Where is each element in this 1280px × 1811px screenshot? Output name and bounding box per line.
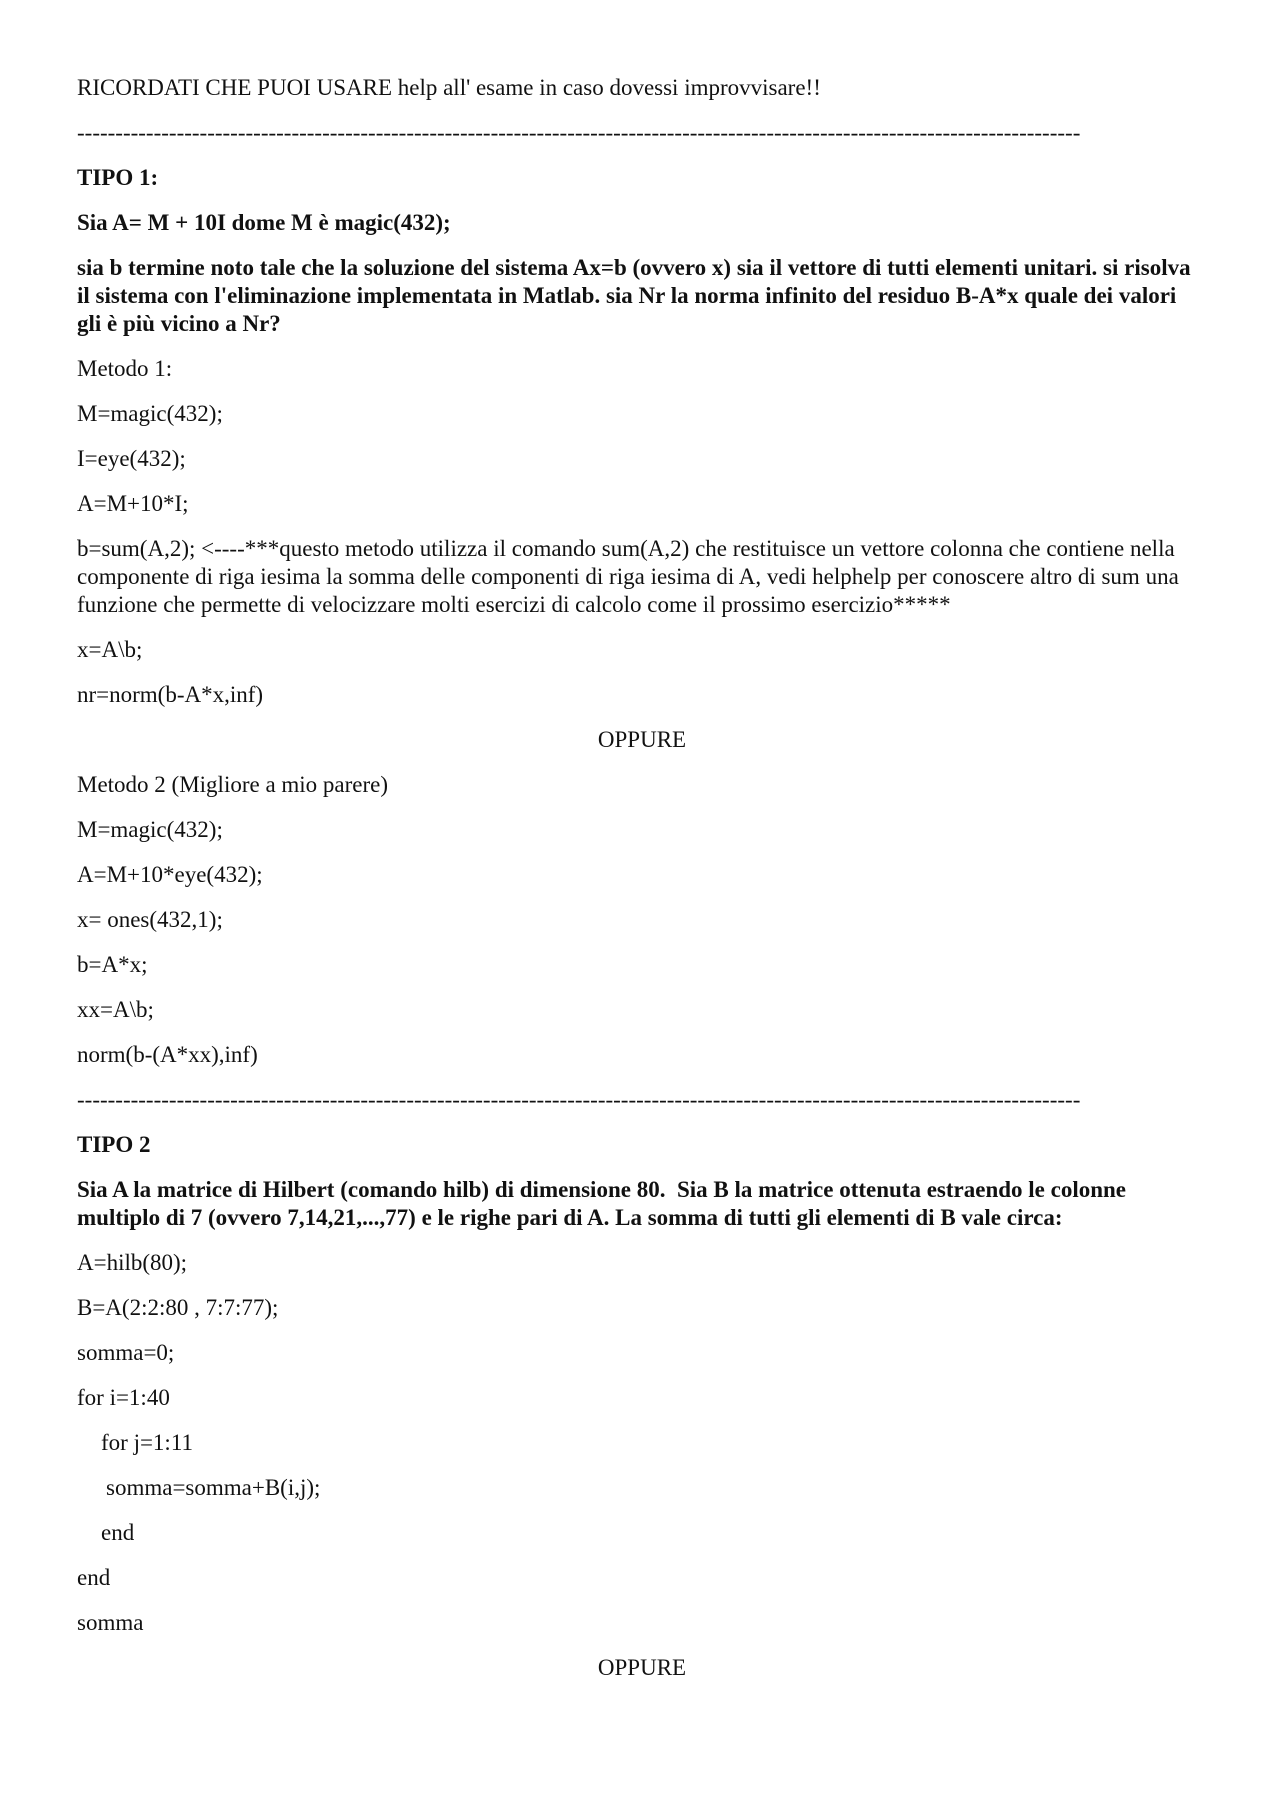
tipo2-title: TIPO 2	[77, 1132, 151, 1157]
method1-code-line: x=A\b;	[77, 637, 143, 662]
method1-code-line: I=eye(432);	[77, 446, 186, 471]
method2-code-line: x= ones(432,1);	[77, 907, 223, 932]
method2-code-line: M=magic(432);	[77, 817, 223, 842]
oppure-divider: OPPURE	[597, 727, 687, 752]
method2-code-line: A=M+10*eye(432);	[77, 862, 263, 887]
tipo2-code-line: end	[77, 1565, 111, 1590]
method1-code-line: b=sum(A,2); <----***questo metodo utilizza il comando sum(A,2) che restituisce un vettore colonna che contiene nella componente di riga iesima la somma delle componenti di riga iesima di A, vedi helphelp per conoscere altro di sum una funzione che permette di velocizzare molti esercizi di calcolo come il prossimo esercizio*****	[77, 536, 1185, 617]
tipo1-title: TIPO 1:	[77, 165, 159, 190]
separator-line: -----------------------------------------------------------------------------------------------------------------------------------	[77, 1087, 1081, 1112]
method2-code-line: b=A*x;	[77, 952, 148, 977]
method2-code-line: norm(b-(A*xx),inf)	[77, 1042, 258, 1067]
intro-note: RICORDATI CHE PUOI USARE help all' esame in caso dovessi improvvisare!!	[77, 75, 821, 100]
method1-code-line: nr=norm(b-A*x,inf)	[77, 682, 264, 707]
method1-title: Metodo 1:	[77, 356, 173, 381]
method1-code-line: A=M+10*I;	[77, 491, 189, 516]
tipo2-code-line: somma=0;	[77, 1340, 175, 1365]
tipo2-code-line: end	[101, 1520, 135, 1545]
tipo2-code-line: for i=1:40	[77, 1385, 170, 1410]
tipo2-code-line: A=hilb(80);	[77, 1250, 188, 1275]
tipo1-question-line1: Sia A= M + 10I dome M è magic(432);	[77, 210, 451, 235]
separator-line: -----------------------------------------------------------------------------------------------------------------------------------	[77, 120, 1081, 145]
tipo2-code-line: somma=somma+B(i,j);	[106, 1475, 321, 1500]
document-page	[77, 74, 1197, 1699]
tipo2-code-line: somma	[77, 1610, 144, 1635]
tipo2-code-line: B=A(2:2:80 , 7:7:77);	[77, 1295, 279, 1320]
tipo1-question-line2: sia b termine noto tale che la soluzione del sistema Ax=b (ovvero x) sia il vettore di tutti elementi unitari. si risolva il sistema con l'eliminazione implementata in Matlab. sia Nr la norma infinito del residuo B-A*x quale dei valori gli è più vicino a Nr?	[77, 255, 1197, 336]
method2-title: Metodo 2 (Migliore a mio parere)	[77, 772, 389, 797]
method2-code-line: xx=A\b;	[77, 997, 154, 1022]
method1-code-line: M=magic(432);	[77, 401, 223, 426]
tipo2-question: Sia A la matrice di Hilbert (comando hilb) di dimensione 80. Sia B la matrice ottenuta estraendo le colonne multiplo di 7 (ovvero 7,14,21,...,77) e le righe pari di A. La somma di tutti gli elementi di B vale circa:	[77, 1177, 1132, 1230]
oppure-divider: OPPURE	[597, 1655, 687, 1680]
tipo2-code-line: for j=1:11	[101, 1430, 193, 1455]
